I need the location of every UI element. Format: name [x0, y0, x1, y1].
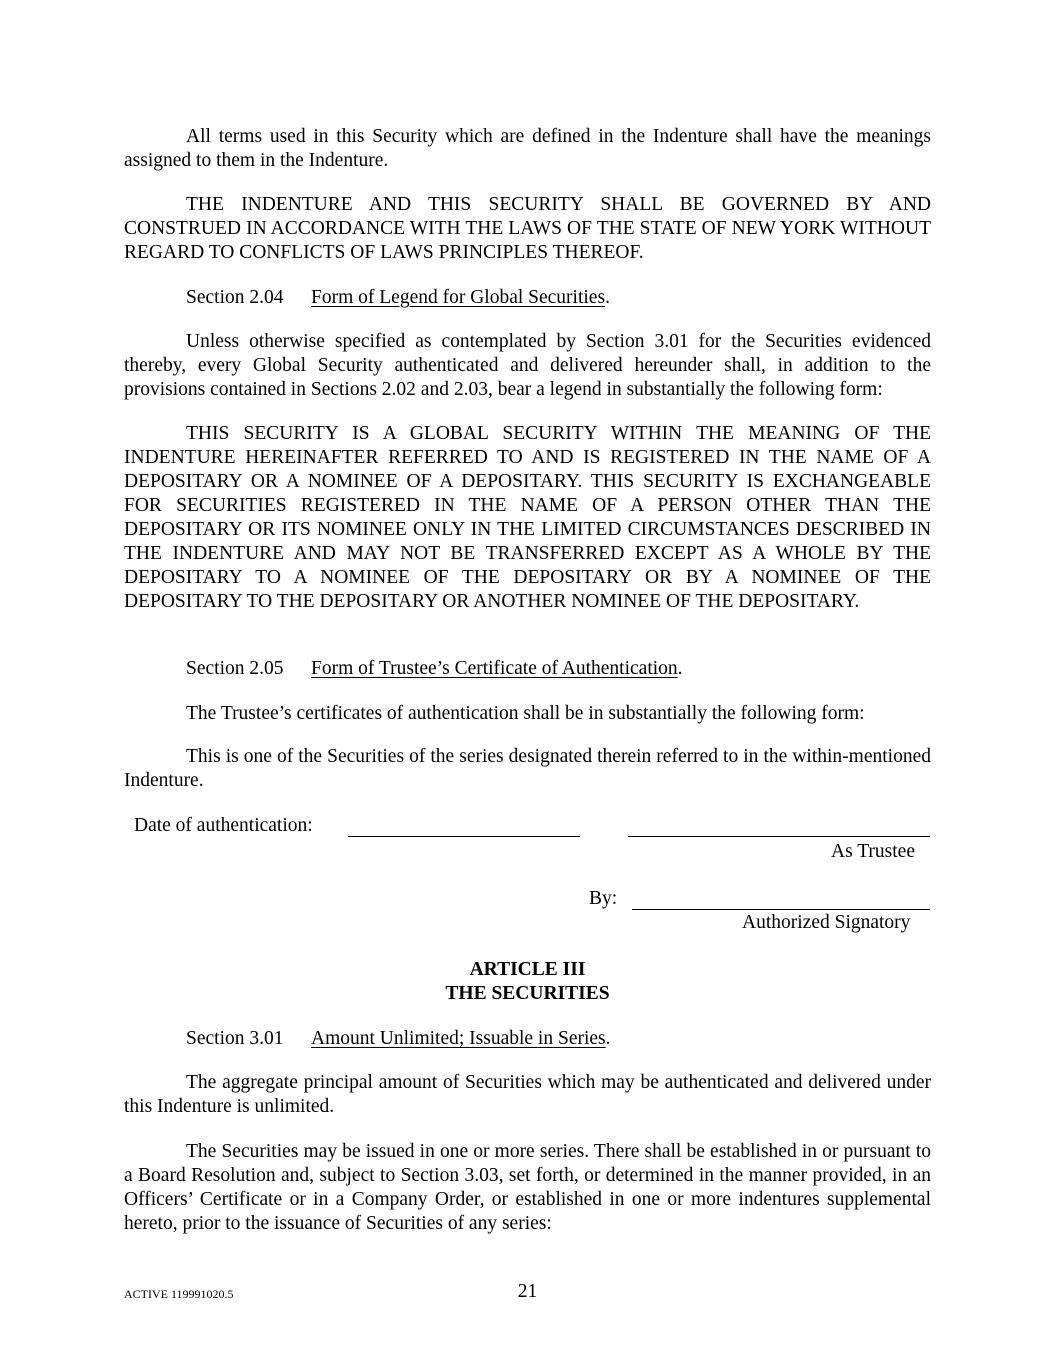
as-trustee-label: As Trustee	[831, 841, 915, 862]
section-title: Form of Legend for Global Securities	[311, 287, 606, 308]
section-heading-2-05: Section 2.05 Form of Trustee’s Certificate of Authentication.	[186, 658, 683, 679]
date-of-authentication-label: Date of authentication:	[134, 815, 313, 836]
by-label: By:	[589, 888, 618, 909]
authorized-signature-line	[632, 909, 930, 910]
section-number: Section 2.05	[186, 658, 284, 679]
paragraph-global-legend: Unless otherwise specified as contemplated by Section 3.01 for the Securities evidenced thereby, every Global Security authenticated and delivered hereunder shall, in addition to the provisions contained in Sections 2.02 and 2.03, bear a legend in substantially the following form:	[124, 331, 931, 400]
section-number: Section 3.01	[186, 1028, 284, 1049]
section-heading-2-04: Section 2.04 Form of Legend for Global Securities.	[186, 287, 610, 308]
paragraph-legend-text: THIS SECURITY IS A GLOBAL SECURITY WITHIN THE MEANING OF THE INDENTURE HEREINAFTER REFERRED TO AND IS REGISTERED IN THE NAME OF A DEPOSITARY OR A NOMINEE OF A DEPOSITARY. THIS SECURITY IS EXCHANGEABLE FOR SECURITIES REGISTERED IN THE NAME OF A PERSON OTHER THAN THE DEPOSITARY OR ITS NOMINEE ONLY IN THE LIMITED CIRCUMSTANCES DESCRIBED IN THE INDENTURE AND MAY NOT BE TRANSFERRED EXCEPT AS A WHOLE BY THE DEPOSITARY TO A NOMINEE OF THE DEPOSITARY OR BY A NOMINEE OF THE DEPOSITARY TO THE DEPOSITARY OR ANOTHER NOMINEE OF THE DEPOSITARY.	[124, 423, 931, 612]
paragraph-defined-terms: All terms used in this Security which are defined in the Indenture shall have the meanings assigned to them in the Indenture.	[124, 126, 931, 171]
trustee-signature-line	[628, 836, 930, 837]
section-heading-3-01: Section 3.01 Amount Unlimited; Issuable in Series.	[186, 1028, 611, 1049]
paragraph-aggregate-principal: The aggregate principal amount of Securities which may be authenticated and delivered under this Indenture is unlimited.	[124, 1072, 931, 1117]
paragraph-governing-law: THE INDENTURE AND THIS SECURITY SHALL BE GOVERNED BY AND CONSTRUED IN ACCORDANCE WITH THE LAWS OF THE STATE OF NEW YORK WITHOUT REGARD TO CONFLICTS OF LAWS PRINCIPLES THEREOF.	[124, 194, 931, 263]
date-signature-line	[348, 836, 580, 837]
document-id: ACTIVE 119991020.5	[124, 1287, 234, 1301]
page-number: 21	[517, 1281, 538, 1302]
paragraph-series-issuance: The Securities may be issued in one or more series. There shall be established in or pursuant to a Board Resolution and, subject to Section 3.03, set forth, or determined in the manner provided, in an Officers’ Certificate or in a Company Order, or established in one or more indentures supplemental hereto, prior to the issuance of Securities of any series:	[124, 1141, 931, 1234]
paragraph-certificate-text: This is one of the Securities of the series designated therein referred to in the within-mentioned Indenture.	[124, 746, 931, 791]
article-heading: ARTICLE III	[469, 959, 586, 980]
section-title: Amount Unlimited; Issuable in Series	[311, 1028, 606, 1049]
article-title: THE SECURITIES	[445, 983, 610, 1004]
section-number: Section 2.04	[186, 287, 284, 308]
authorized-signatory-label: Authorized Signatory	[742, 912, 911, 933]
paragraph-certificate-form: The Trustee’s certificates of authentication shall be in substantially the following form:	[186, 703, 865, 724]
section-title: Form of Trustee’s Certificate of Authentication	[311, 658, 678, 679]
